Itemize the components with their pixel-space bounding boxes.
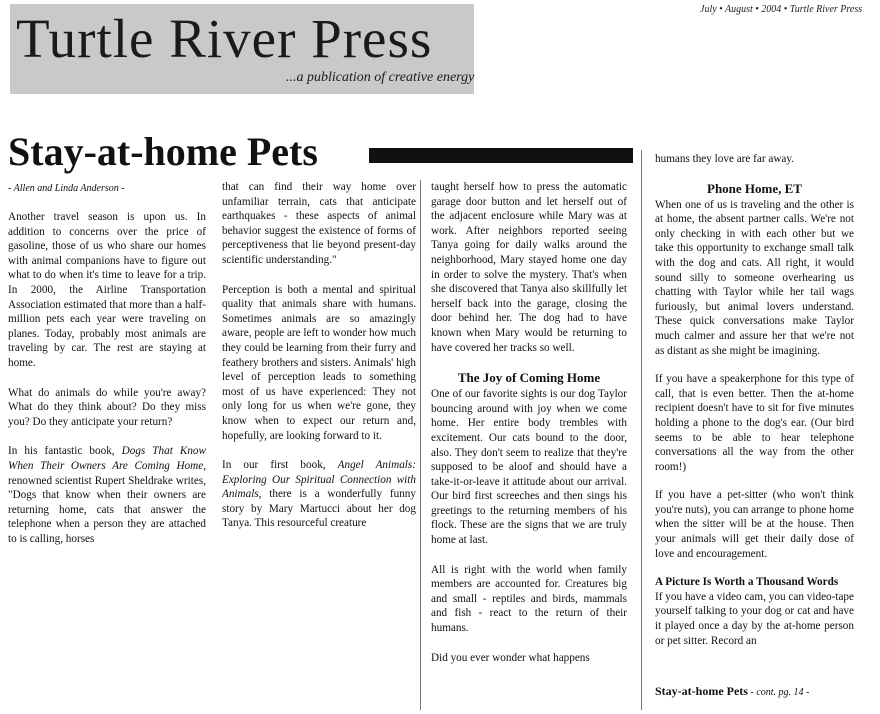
- paragraph: Perception is both a mental and spiritual quality that animals share with humans. Sometimes animals are so amazingly aware, people are left to wonder how much they could be learning from their furry and feathery brothers and sisters. Animals' high level of perception leads to something most of us have experienced: They not only long for us when we're gone, they know when to expect our return and, hopefully, are looking forward to it.: [222, 283, 416, 442]
- article-column-1: [8, 210, 206, 555]
- text-run: , renowned scientist Rupert Sheldrake writes, "Dogs that know when their owners are returning home, cats that answer the telephone when a person they are attached to is calling, horses: [8, 459, 206, 545]
- paragraph: [8, 444, 206, 546]
- article-column-4: [655, 152, 854, 707]
- paragraph: All is right with the world when family members are accounted for. Creatures big and small - reptiles and birds, mammals and fish - react to the return of their humans.: [431, 563, 627, 635]
- paragraph: One of our favorite sights is our dog Taylor bouncing around with joy when we come home. Her entire body trembles with excitement. Our cats bound to the door, also. They don't seem to realize that they're supposed to be aloof and should have a take-it-or-leave it attitude about our arrival. Our bird first screeches and then sings his greetings to the returning members of his flock. These are the signs that we are truly home at last.: [431, 388, 627, 547]
- footer-title: Stay-at-home Pets: [655, 684, 748, 698]
- section-subhead: Phone Home, ET: [707, 180, 802, 196]
- issue-date-line: July • August • 2004 • Turtle River Press: [700, 4, 863, 15]
- masthead-tagline: ...a publication of creative energy: [286, 70, 475, 85]
- paragraph: If you have a speakerphone for this type of call, that is even better. Then the at-home recipient doesn't have to sit for five minutes holding a phone to the dog's ear. (Our bird seems to be able to hear telephone conversations all the way from the other room!): [655, 373, 854, 473]
- continuation-footer: [655, 684, 809, 699]
- section-subhead: A Picture Is Worth a Thousand Words: [655, 576, 839, 589]
- article-column-3: [431, 180, 627, 710]
- byline: - Allen and Linda Anderson -: [8, 183, 125, 194]
- column-divider: [641, 150, 642, 710]
- paragraph: [222, 458, 416, 531]
- paragraph: If you have a pet-sitter (who won't think you're nuts), you can arrange to phone home when the sitter will be at the house. Then your animals will get their daily dose of love and encouragement.: [655, 489, 854, 560]
- book-title: Dogs That Know When Their Owners Are Coming Home: [8, 445, 206, 472]
- text-run: , there is a wonderfully funny story by Mary Martucci about her dog Tanya. This resourceful creature: [222, 488, 416, 530]
- article-column-2: [222, 180, 416, 555]
- masthead: [10, 4, 474, 94]
- paragraph: What do animals do while you're away? What do they think about? Do they miss you? Do they anticipate your return?: [8, 386, 206, 428]
- text-run: In our first book,: [222, 459, 338, 472]
- column-divider: [420, 180, 421, 710]
- paragraph: taught herself how to press the automatic garage door button and let herself out of the adjacent enclosure while Mary was at work. After neighbors reported seeing Tanya going for daily walks around the neighborhood, Mary stayed home one day in order to solve the mystery. That's when she discovered that Tanya also skillfully let herself back into the garage, closing the door behind her. The dog had to have known when Mary would be returning to have covered her tracks so well.: [431, 181, 627, 354]
- paragraph: When one of us is traveling and the other is at home, the absent partner calls. We're not only checking in with each other but we take this opportunity to exchange small talk with the dog and cats. All right, it would sound silly to someone overhearing us chatting with Taylor while her tail wags furiously, but animal lovers understand. These quick conversations make Taylor much calmer and assure her that we're not as distant as she might be imagining.: [655, 198, 854, 357]
- paragraph: that can find their way home over unfamiliar terrain, cats that anticipate earthquakes - these aspects of animal behavior suggest the existence of forms of perceptiveness that lie beyond present-day scientific understanding.": [222, 181, 416, 266]
- paragraph: Another travel season is upon us. In addition to concerns over the price of gasoline, those of us who share our homes with animal companions have to figure out what to do when it's time to leave for a trip. In 2000, the Airline Transportation Association estimated that more than a half-million pets each year were traveling on planes. Today, probably most animals are traveling by car. The rest are staying at home.: [8, 211, 206, 369]
- book-title: Angel Animals: Exploring Our Spiritual Connection with Animals: [222, 459, 416, 501]
- masthead-title: Turtle River Press: [16, 8, 433, 69]
- continuation-note: - cont. pg. 14 -: [747, 687, 810, 698]
- article-headline: Stay-at-home Pets: [8, 129, 318, 174]
- section-subhead: The Joy of Coming Home: [457, 370, 601, 386]
- paragraph: humans they love are far away.: [655, 153, 795, 165]
- paragraph: If you have a video cam, you can video-tape yourself talking to your dog or cat and have it played once a day by the at-home person or pet sitter. Record an: [655, 590, 854, 647]
- text-run: In his fantastic book,: [8, 445, 122, 458]
- headline-rule: [369, 148, 633, 163]
- paragraph: Did you ever wonder what happens: [431, 651, 590, 664]
